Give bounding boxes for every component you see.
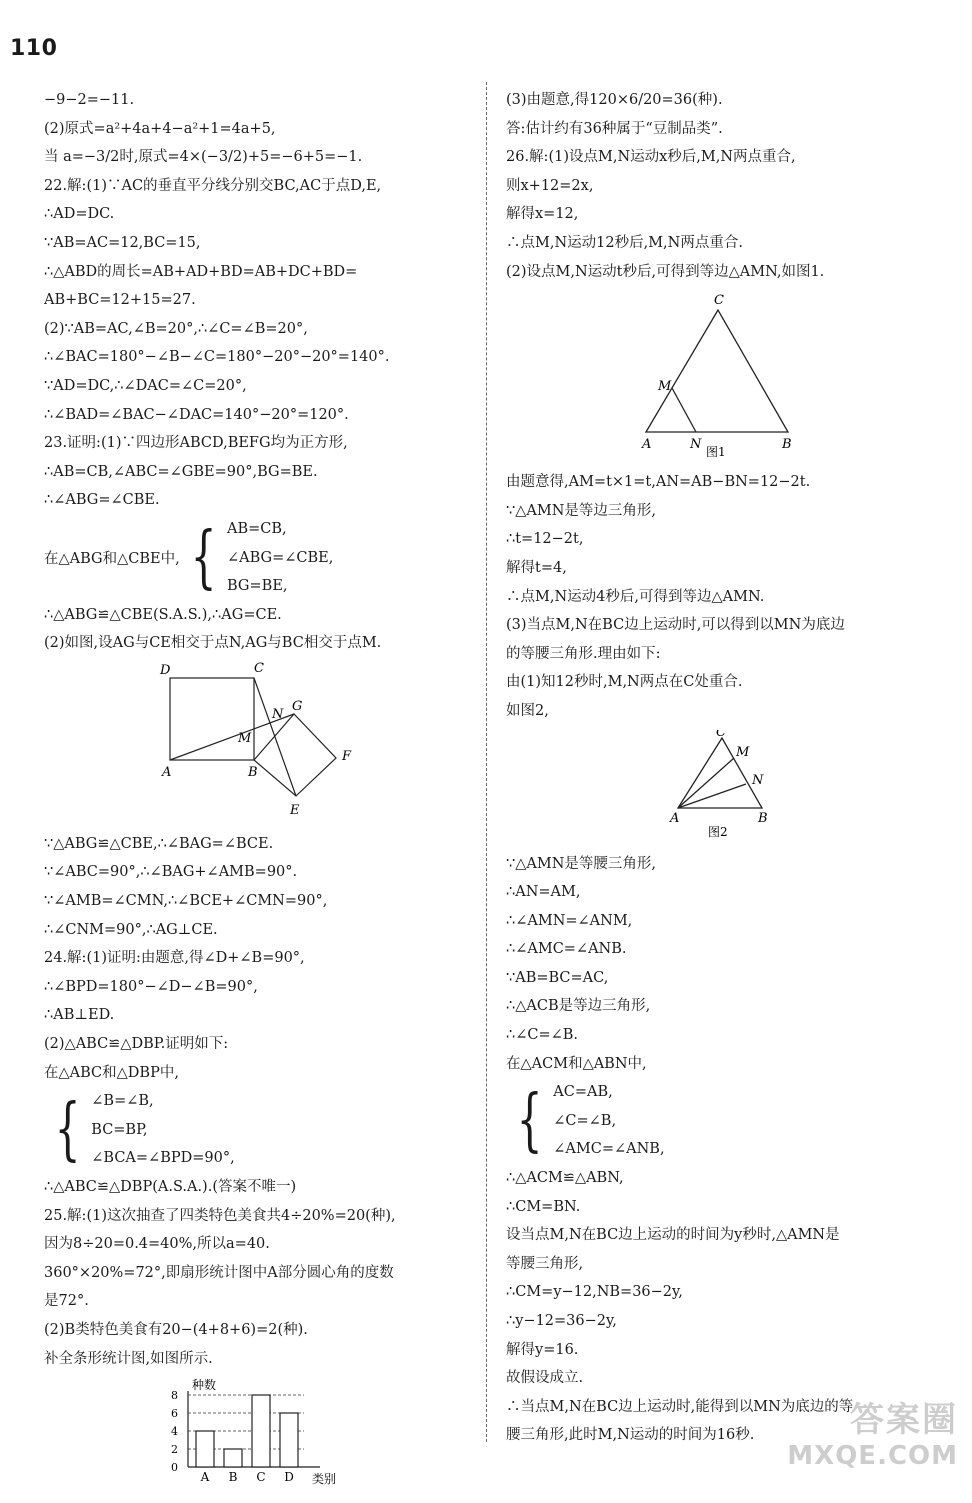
watermark-cn: 答案圈 xyxy=(850,1400,958,1440)
triangle-figure-1 xyxy=(506,290,938,460)
bar-B xyxy=(224,1449,242,1467)
text-line: 由题意得,AM=t×1=t,AN=AB−BN=12−2t. xyxy=(506,474,811,491)
fig2-caption: 图2 xyxy=(708,824,728,839)
bar-chart-svg xyxy=(44,1377,468,1495)
system-line: ∠B=∠B, xyxy=(91,1093,154,1110)
text-line: ∴AD=DC. xyxy=(44,206,115,223)
fig2-label-N: N xyxy=(752,772,764,788)
text-line: (2)如图,设AG与CE相交于点N,AG与BC相交于点M. xyxy=(44,635,382,652)
brace-icon: { xyxy=(516,1081,543,1161)
text-line: ∴△ABC≌△DBP(A.S.A.).(答案不唯一) xyxy=(44,1179,297,1195)
text-line: 25.解:(1)这次抽查了四类特色美食共4÷20%=20(种), xyxy=(44,1207,396,1224)
text-line: 360°×20%=72°,即扇形统计图中A部分圆心角的度数 xyxy=(44,1264,394,1281)
text-line: 因为8÷20=0.4=40%,所以a=40. xyxy=(44,1236,270,1253)
text-line: ∴AN=AM, xyxy=(506,884,581,901)
text-line: ∵AD=DC,∴∠DAC=∠C=20°, xyxy=(44,377,247,394)
bar-D xyxy=(280,1413,298,1467)
system-prefix: 在△ABG和△CBE中, xyxy=(44,551,180,568)
text-line: (2)△ABC≌△DBP.证明如下: xyxy=(44,1036,229,1053)
text-line: 26.解:(1)设点M,N运动x秒后,M,N两点重合, xyxy=(506,149,796,166)
watermark-en: MXQE.COM xyxy=(787,1441,958,1471)
fig1-label-A: A xyxy=(642,437,652,453)
equation-system xyxy=(44,515,468,601)
brace-icon: { xyxy=(190,517,217,597)
text-line: 解得t=4, xyxy=(506,559,567,576)
text-line: −9−2=−11. xyxy=(44,92,135,108)
text-line: ∴△ACB是等边三角形, xyxy=(506,998,651,1015)
text-line: 故假设成立. xyxy=(506,1370,584,1387)
fig1-label-M: M xyxy=(658,379,672,395)
y-tick-label: 2 xyxy=(171,1443,178,1457)
text-line: 24.解:(1)证明:由题意,得∠D+∠B=90°, xyxy=(44,950,305,967)
label-N: N xyxy=(272,706,284,722)
left-column xyxy=(44,86,468,1503)
x-tick-label: D xyxy=(284,1470,294,1485)
text-line: ∵△ABG≌△CBE,∴∠BAG=∠BCE. xyxy=(44,835,274,852)
text-line: 在△ACM和△ABN中, xyxy=(506,1055,647,1072)
fig2-label-M: M xyxy=(736,744,750,760)
label-M: M xyxy=(238,730,252,746)
text-line: (2)∵AB=AC,∠B=20°,∴∠C=∠B=20°, xyxy=(44,320,308,337)
text-line: ∴△ABG≌△CBE(S.A.S.),∴AG=CE. xyxy=(44,606,282,623)
text-line: ∵∠ABC=90°,∴∠BAG+∠AMB=90°. xyxy=(44,864,298,881)
system-line: BG=BE, xyxy=(227,578,288,595)
text-line: ∴CM=BN. xyxy=(506,1198,581,1215)
text-line: 解得x=12, xyxy=(506,206,579,223)
text-line: ∴∠C=∠B. xyxy=(506,1027,579,1044)
text-line: 解得y=16. xyxy=(506,1341,579,1358)
system-line: ∠C=∠B, xyxy=(553,1112,617,1129)
brace-icon: { xyxy=(54,1090,81,1170)
text-line: 由(1)知12秒时,M,N两点在C处重合. xyxy=(506,674,743,691)
text-line: ∴∠BAD=∠BAC−∠DAC=140°−20°=120°. xyxy=(44,406,349,423)
label-F: F xyxy=(342,748,352,764)
text-line: (2)B类特色美食有20−(4+8+6)=2(种). xyxy=(44,1321,308,1338)
text-line: ∴△ABD的周长=AB+AD+BD=AB+DC+BD= xyxy=(44,263,358,280)
equation-system xyxy=(44,1087,468,1173)
text-line: (3)由题意,得120×6/20=36(种). xyxy=(506,92,723,108)
label-A: A xyxy=(162,764,172,780)
watermark xyxy=(787,1392,958,1471)
figure-2 xyxy=(506,730,938,846)
fig1-label-C: C xyxy=(714,293,724,309)
y-tick-label: 4 xyxy=(171,1425,178,1439)
column-divider xyxy=(486,82,487,1442)
text-line: 如图2, xyxy=(506,702,549,719)
text-line: 是72°. xyxy=(44,1293,89,1310)
square-diagram xyxy=(44,662,468,822)
text-line: 腰三角形,此时M,N运动的时间为16秒. xyxy=(506,1427,755,1444)
text-line: ∴△ACM≌△ABN, xyxy=(506,1170,624,1187)
system-line: AC=AB, xyxy=(553,1084,613,1101)
system-line: ∠ABG=∠CBE, xyxy=(227,549,334,566)
page-number: 110 xyxy=(10,36,58,61)
text-line: (2)原式=a²+4a+4−a²+1=4a+5, xyxy=(44,120,276,137)
text-line: 等腰三角形, xyxy=(506,1255,584,1272)
text-line: 则x+12=2x, xyxy=(506,177,594,194)
text-line: 设当点M,N在BC边上运动的时间为y秒时,△AMN是 xyxy=(506,1227,840,1244)
text-line: ∵AB=AC=12,BC=15, xyxy=(44,234,201,251)
text-line: ∴AB=CB,∠ABC=∠GBE=90°,BG=BE. xyxy=(44,463,318,480)
text-line: 当 a=−3/2时,原式=4×(−3/2)+5=−6+5=−1. xyxy=(44,149,363,166)
fig1-label-N: N xyxy=(690,437,702,453)
triangle-figure-2 xyxy=(506,730,938,842)
system-line: BC=BP, xyxy=(91,1121,148,1138)
text-line: AB+BC=12+15=27. xyxy=(44,292,196,309)
fig1-caption: 图1 xyxy=(706,445,726,460)
equation-system xyxy=(506,1078,938,1164)
bar-A xyxy=(196,1431,214,1467)
text-line: ∴点M,N运动4秒后,可得到等边△AMN. xyxy=(506,588,765,605)
bar-C xyxy=(252,1395,270,1467)
text-line: ∴∠CNM=90°,∴AG⊥CE. xyxy=(44,921,218,938)
text-line: ∵△AMN是等边三角形, xyxy=(506,502,656,519)
fig1-label-B: B xyxy=(782,437,792,453)
text-line: ∴AB⊥ED. xyxy=(44,1007,115,1024)
label-E: E xyxy=(290,802,300,818)
text-line: 的等腰三角形.理由如下: xyxy=(506,645,661,662)
text-line: ∴∠ABG=∠CBE. xyxy=(44,492,160,509)
fig2-label-B: B xyxy=(758,810,768,826)
figure-1 xyxy=(506,290,938,464)
x-axis-label: 类别 xyxy=(312,1472,337,1487)
text-line: ∵AB=BC=AC, xyxy=(506,969,609,986)
text-line: ∵△AMN是等腰三角形, xyxy=(506,855,656,872)
text-line: ∴∠BPD=180°−∠D−∠B=90°, xyxy=(44,978,258,995)
left-block-a xyxy=(44,86,468,515)
fig2-label-A: A xyxy=(670,810,680,826)
text-line: 在△ABC和△DBP中, xyxy=(44,1064,179,1081)
label-G: G xyxy=(292,698,303,714)
y-tick-label: 6 xyxy=(171,1407,178,1421)
text-line: ∴CM=y−12,NB=36−2y, xyxy=(506,1284,683,1301)
text-line: (3)当点M,N在BC边上运动时,可以得到以MN为底边 xyxy=(506,617,845,634)
label-B: B xyxy=(248,764,258,780)
y-tick-label: 0 xyxy=(171,1461,178,1475)
right-column xyxy=(506,86,938,1450)
text-line: 答:估计约有36种属于“豆制品类”. xyxy=(506,120,723,137)
text-line: 22.解:(1)∵AC的垂直平分线分别交BC,AC于点D,E, xyxy=(44,177,382,194)
fig2-label-C: C xyxy=(716,729,726,740)
text-line: ∴∠BAC=180°−∠B−∠C=180°−20°−20°=140°. xyxy=(44,349,390,366)
text-line: ∴点M,N运动12秒后,M,N两点重合. xyxy=(506,234,743,251)
label-D: D xyxy=(160,662,171,678)
y-axis-label: 种数 xyxy=(192,1378,217,1393)
x-tick-label: C xyxy=(256,1470,266,1485)
x-tick-label: B xyxy=(228,1470,238,1485)
text-line: ∴t=12−2t, xyxy=(506,531,584,548)
text-line: ∴y−12=36−2y, xyxy=(506,1313,617,1329)
text-line: (2)设点M,N运动t秒后,可得到等边△AMN,如图1. xyxy=(506,263,825,280)
text-line: ∵∠AMB=∠CMN,∴∠BCE+∠CMN=90°, xyxy=(44,893,328,910)
label-C: C xyxy=(254,661,264,676)
text-line: 23.证明:(1)∵四边形ABCD,BEFG均为正方形, xyxy=(44,435,348,452)
y-tick-label: 8 xyxy=(171,1389,178,1403)
square-figure xyxy=(44,662,468,826)
bar-chart xyxy=(44,1377,468,1499)
text-line: ∴当点M,N在BC边上运动时,能得到以MN为底边的等 xyxy=(506,1398,854,1415)
text-line: ∴∠AMN=∠ANM, xyxy=(506,912,633,929)
text-line: 补全条形统计图,如图所示. xyxy=(44,1350,213,1367)
text-line: ∴∠AMC=∠ANB. xyxy=(506,941,627,958)
system-line: ∠AMC=∠ANB, xyxy=(553,1141,665,1158)
x-tick-label: A xyxy=(200,1470,210,1485)
system-line: ∠BCA=∠BPD=90°, xyxy=(91,1150,235,1167)
system-line: AB=CB, xyxy=(227,520,287,537)
